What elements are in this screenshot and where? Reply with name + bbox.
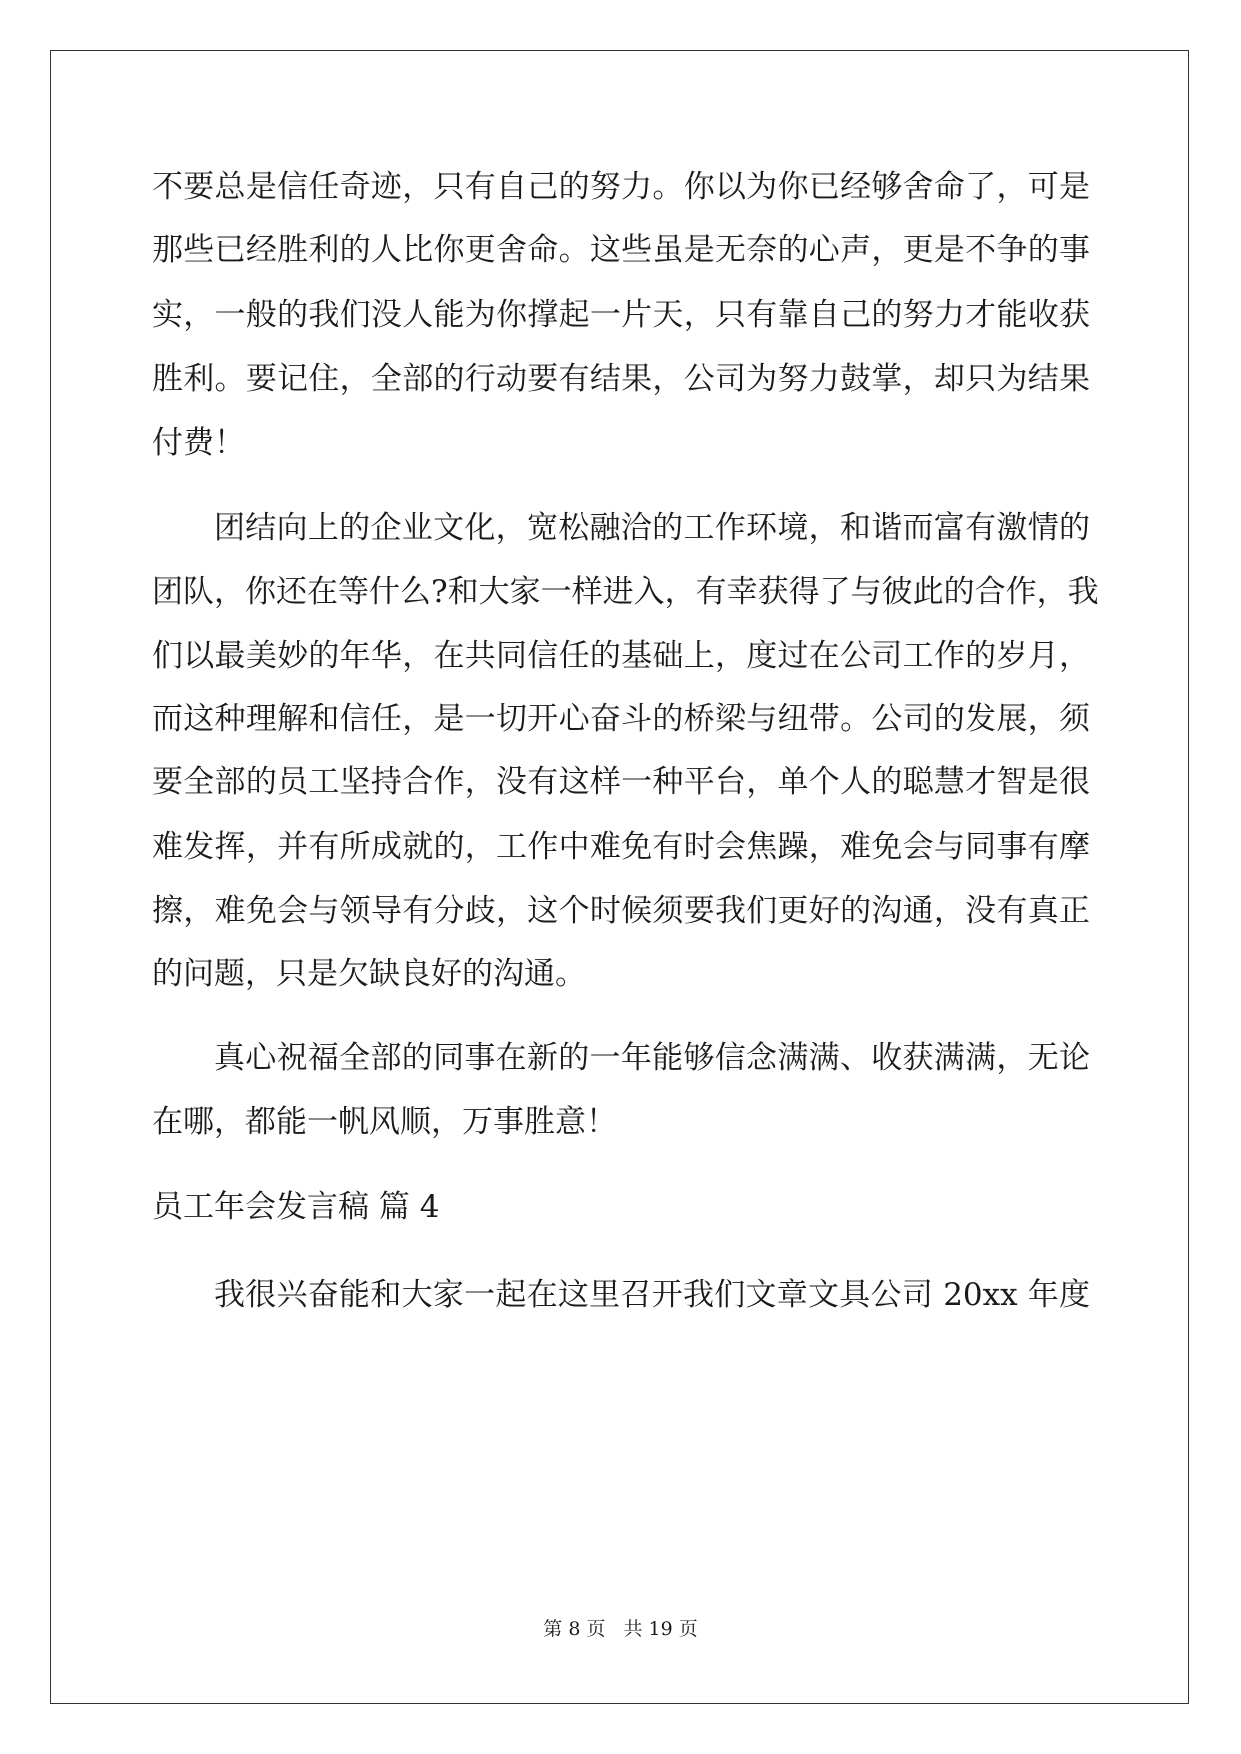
body-line: 难发挥，并有所成就的，工作中难免有时会焦躁，难免会与同事有摩	[152, 829, 1090, 865]
page-footer	[0, 1617, 1241, 1641]
body-line: 胜利。要记住，全部的行动要有结果，公司为努力鼓掌，却只为结果	[152, 361, 1090, 397]
body-line: 那些已经胜利的人比你更舍命。这些虽是无奈的心声，更是不争的事	[152, 232, 1090, 268]
body-line: 实，一般的我们没人能为你撑起一片天，只有靠自己的努力才能收获	[152, 297, 1090, 333]
body-line: 而这种理解和信任，是一切开心奋斗的桥梁与纽带。公司的发展，须	[152, 701, 1090, 737]
section-heading: 员工年会发言稿 篇 4	[152, 1189, 440, 1225]
body-line: 擦，难免会与领导有分歧，这个时候须要我们更好的沟通，没有真正	[152, 893, 1090, 929]
body-line: 在哪，都能一帆风顺，万事胜意！	[152, 1104, 617, 1140]
body-line: 付费！	[152, 425, 245, 461]
paragraph-start-line: 真心祝福全部的同事在新的一年能够信念满满、收获满满，无论	[214, 1040, 1090, 1076]
body-line: 的问题，只是欠缺良好的沟通。	[152, 956, 586, 992]
page-total: 共 19 页	[623, 1618, 698, 1640]
body-line: 不要总是信任奇迹，只有自己的努力。你以为你已经够舍命了，可是	[152, 169, 1090, 205]
page-number: 第 8 页	[543, 1618, 606, 1640]
body-line: 要全部的员工坚持合作，没有这样一种平台，单个人的聪慧才智是很	[152, 764, 1090, 800]
body-line: 们以最美妙的年华，在共同信任的基础上，度过在公司工作的岁月，	[152, 638, 1090, 674]
body-line: 团队，你还在等什么?和大家一样进入，有幸获得了与彼此的合作，我	[152, 574, 1099, 610]
paragraph-start-line: 我很兴奋能和大家一起在这里召开我们文章文具公司 20xx 年度	[214, 1277, 1090, 1313]
paragraph-start-line: 团结向上的企业文化，宽松融洽的工作环境，和谐而富有激情的	[214, 510, 1090, 546]
